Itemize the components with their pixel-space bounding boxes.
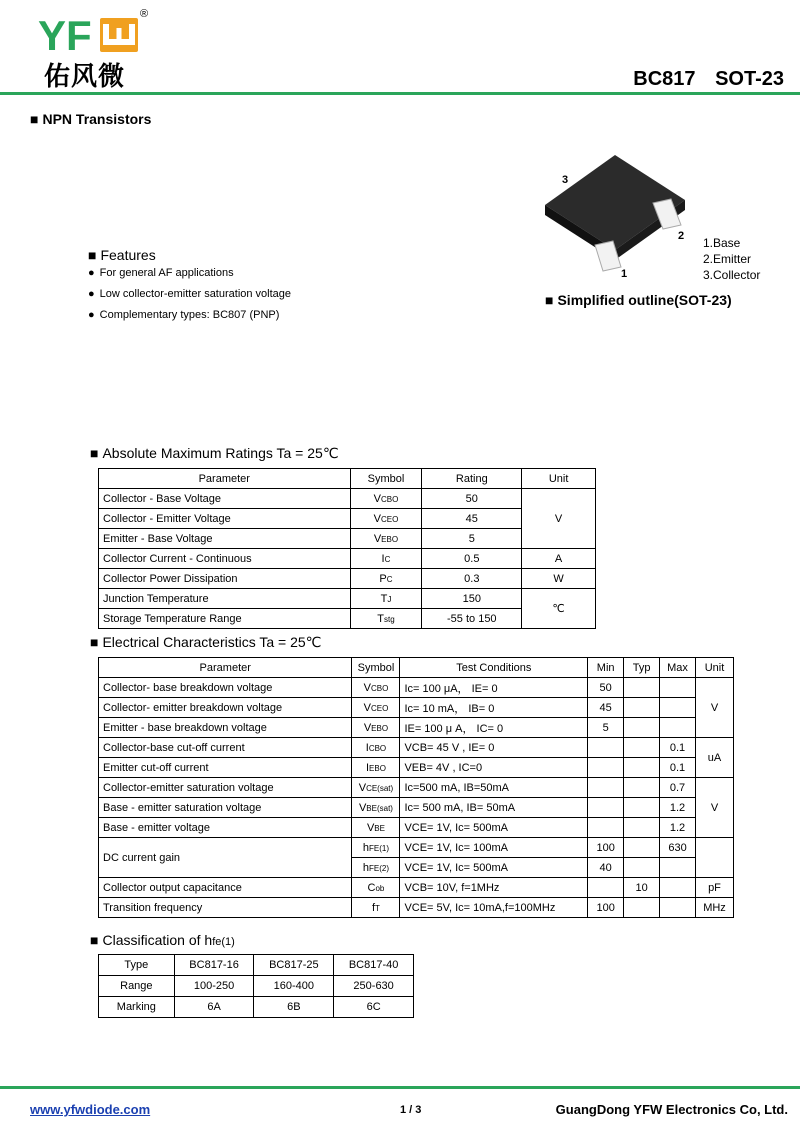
classification-title: ■ Classification of hfe(1) [90, 932, 235, 948]
table-cell: VCBO [350, 489, 422, 509]
table-cell: VBE [352, 818, 400, 838]
table-cell: Ic= 500 mA, IB= 50mA [400, 798, 588, 818]
table-cell [624, 698, 660, 718]
table-header: Min [588, 658, 624, 678]
table-cell [624, 678, 660, 698]
table-row [99, 489, 596, 509]
table-row [99, 997, 414, 1018]
table-cell [695, 838, 733, 878]
table-cell: Collector Power Dissipation [99, 569, 351, 589]
abs-max-table [98, 468, 596, 629]
table-cell: 0.1 [660, 758, 696, 778]
table-cell: VCE(sat) [352, 778, 400, 798]
table-cell: 45 [588, 698, 624, 718]
classification-table [98, 954, 414, 1018]
table-header-row [99, 955, 414, 976]
table-cell: PC [350, 569, 422, 589]
table-cell: 45 [422, 509, 522, 529]
feature-item: ● Complementary types: BC807 (PNP) [88, 309, 280, 321]
company-name: GuangDong YFW Electronics Co, Ltd. [555, 1102, 788, 1117]
table-cell: Collector-emitter saturation voltage [99, 778, 352, 798]
table-row [99, 758, 734, 778]
table-cell: VCE= 1V, Ic= 100mA [400, 838, 588, 858]
table-cell: Collector- base breakdown voltage [99, 678, 352, 698]
table-cell: Marking [99, 997, 175, 1018]
table-cell: Collector Current - Continuous [99, 549, 351, 569]
table-cell: VCEO [352, 698, 400, 718]
table-cell: 100 [588, 898, 624, 918]
table-cell: 6B [254, 997, 334, 1018]
table-header: Parameter [99, 658, 352, 678]
table-cell: VEB= 4V , IC=0 [400, 758, 588, 778]
table-cell: hFE(1) [352, 838, 400, 858]
pin-list [703, 235, 760, 283]
table-row [99, 818, 734, 838]
table-cell: IC [350, 549, 422, 569]
table-row [99, 589, 596, 609]
table-cell: 50 [422, 489, 522, 509]
table-cell: 0.1 [660, 738, 696, 758]
table-header-row [99, 658, 734, 678]
table-cell: 160-400 [254, 976, 334, 997]
table-cell: 250-630 [334, 976, 414, 997]
table-cell: Collector- emitter breakdown voltage [99, 698, 352, 718]
table-cell: VEBO [352, 718, 400, 738]
feature-item: ● For general AF applications [88, 267, 234, 279]
pin3-label: 3 [562, 174, 569, 186]
table-cell: Collector output capacitance [99, 878, 352, 898]
table-header: Max [660, 658, 696, 678]
table-cell [588, 878, 624, 898]
table-cell: TJ [350, 589, 422, 609]
table-cell: Ic=500 mA, IB=50mA [400, 778, 588, 798]
table-row [99, 609, 596, 629]
table-cell: Storage Temperature Range [99, 609, 351, 629]
table-row [99, 976, 414, 997]
table-cell: BC817-40 [334, 955, 414, 976]
header-divider [0, 92, 800, 95]
table-cell: ICBO [352, 738, 400, 758]
table-cell [588, 758, 624, 778]
svg-text:YF: YF [38, 14, 92, 56]
table-cell: VEBO [350, 529, 422, 549]
table-row [99, 569, 596, 589]
table-cell [588, 778, 624, 798]
sot23-package-image [535, 145, 695, 285]
table-cell [660, 898, 696, 918]
footer-divider [0, 1086, 800, 1089]
table-cell: 0.5 [422, 549, 522, 569]
table-cell: BC817-25 [254, 955, 334, 976]
table-cell [624, 778, 660, 798]
table-cell: -55 to 150 [422, 609, 522, 629]
table-header: Typ [624, 658, 660, 678]
table-cell: VCB= 10V, f=1MHz [400, 878, 588, 898]
table-cell: VCE= 5V, Ic= 10mA,f=100MHz [400, 898, 588, 918]
table-header: Symbol [350, 469, 422, 489]
table-cell: hFE(2) [352, 858, 400, 878]
table-cell: IE= 100 μ A， IC= 0 [400, 718, 588, 738]
table-cell: Tstg [350, 609, 422, 629]
features-title: ■ Features [88, 247, 156, 263]
website-link[interactable]: www.yfwdiode.com [30, 1102, 151, 1117]
table-cell: Ic= 100 μA， IE= 0 [400, 678, 588, 698]
table-cell: Collector-base cut-off current [99, 738, 352, 758]
table-cell: pF [695, 878, 733, 898]
table-cell: 150 [422, 589, 522, 609]
pin1-label: 1 [621, 268, 628, 280]
table-cell [624, 838, 660, 858]
table-cell: Emitter - base breakdown voltage [99, 718, 352, 738]
feature-item: ● Low collector-emitter saturation voltage [88, 288, 292, 300]
table-cell: uA [695, 738, 733, 778]
table-row [99, 778, 734, 798]
table-cell: 630 [660, 838, 696, 858]
table-cell: 6C [334, 997, 414, 1018]
table-cell: ℃ [522, 589, 596, 629]
table-header-row [99, 469, 596, 489]
table-cell: Junction Temperature [99, 589, 351, 609]
table-cell [624, 738, 660, 758]
page-number: 1 / 3 [400, 1104, 422, 1116]
table-cell: IEBO [352, 758, 400, 778]
table-cell: 0.3 [422, 569, 522, 589]
table-cell [660, 698, 696, 718]
table-cell: Type [99, 955, 175, 976]
table-cell: 40 [588, 858, 624, 878]
part-number: BC817 SOT-23 [633, 68, 784, 90]
table-cell [624, 818, 660, 838]
table-cell: Transition frequency [99, 898, 352, 918]
table-cell: Ic= 10 mA， IB= 0 [400, 698, 588, 718]
table-row [99, 878, 734, 898]
table-cell: 1.2 [660, 798, 696, 818]
abs-max-title: ■ Absolute Maximum Ratings Ta = 25℃ [90, 445, 339, 462]
table-cell [588, 798, 624, 818]
table-cell: V [695, 778, 733, 838]
table-row [99, 698, 734, 718]
table-row [99, 838, 734, 858]
table-cell [624, 758, 660, 778]
logo-chinese: 佑风微 [44, 62, 126, 92]
table-cell [624, 718, 660, 738]
table-cell: Range [99, 976, 175, 997]
table-cell: MHz [695, 898, 733, 918]
table-row [99, 898, 734, 918]
table-cell: 10 [624, 878, 660, 898]
table-cell: VCE= 1V, Ic= 500mA [400, 858, 588, 878]
table-cell: Collector - Emitter Voltage [99, 509, 351, 529]
table-cell: VCE= 1V, Ic= 500mA [400, 818, 588, 838]
table-cell: VCBO [352, 678, 400, 698]
table-cell [660, 878, 696, 898]
table-cell: 100 [588, 838, 624, 858]
table-cell: Emitter cut-off current [99, 758, 352, 778]
logo [38, 14, 140, 61]
table-cell: BC817-16 [174, 955, 254, 976]
table-cell [624, 898, 660, 918]
table-header: Symbol [352, 658, 400, 678]
table-header: Test Conditions [400, 658, 588, 678]
table-cell [660, 718, 696, 738]
table-cell [624, 858, 660, 878]
table-cell: 6A [174, 997, 254, 1018]
table-cell: 50 [588, 678, 624, 698]
table-cell [588, 738, 624, 758]
table-header: Parameter [99, 469, 351, 489]
outline-title: ■ Simplified outline(SOT-23) [545, 292, 732, 308]
table-cell: V [695, 678, 733, 738]
table-cell [660, 858, 696, 878]
table-cell: 5 [588, 718, 624, 738]
pin2-label: 2 [678, 230, 685, 242]
table-row [99, 738, 734, 758]
table-cell [588, 818, 624, 838]
table-row [99, 678, 734, 698]
pin-name: 3.Collector [703, 268, 761, 282]
elec-table [98, 657, 734, 918]
registered-mark: ® [140, 8, 149, 20]
table-cell: 1.2 [660, 818, 696, 838]
table-cell: Base - emitter saturation voltage [99, 798, 352, 818]
table-cell: 5 [422, 529, 522, 549]
table-cell: V [522, 489, 596, 549]
table-header: Unit [522, 469, 596, 489]
table-cell: Base - emitter voltage [99, 818, 352, 838]
table-row [99, 549, 596, 569]
elec-title: ■ Electrical Characteristics Ta = 25℃ [90, 634, 321, 651]
table-cell: 0.7 [660, 778, 696, 798]
table-cell: W [522, 569, 596, 589]
table-cell: VCB= 45 V , IE= 0 [400, 738, 588, 758]
table-cell: Collector - Base Voltage [99, 489, 351, 509]
table-cell: 100-250 [174, 976, 254, 997]
table-cell: DC current gain [99, 838, 352, 878]
table-header: Rating [422, 469, 522, 489]
table-cell [624, 798, 660, 818]
pin-name: 1.Base [703, 236, 741, 250]
table-cell [660, 678, 696, 698]
table-cell: A [522, 549, 596, 569]
table-row [99, 509, 596, 529]
table-cell: VCEO [350, 509, 422, 529]
table-row [99, 718, 734, 738]
table-header: Unit [695, 658, 733, 678]
table-row [99, 529, 596, 549]
table-cell: fT [352, 898, 400, 918]
table-cell: Emitter - Base Voltage [99, 529, 351, 549]
table-row [99, 798, 734, 818]
table-cell: Cob [352, 878, 400, 898]
pin-name: 2.Emitter [703, 252, 752, 266]
table-cell: VBE(sat) [352, 798, 400, 818]
npn-label: ■ NPN Transistors [30, 111, 151, 127]
